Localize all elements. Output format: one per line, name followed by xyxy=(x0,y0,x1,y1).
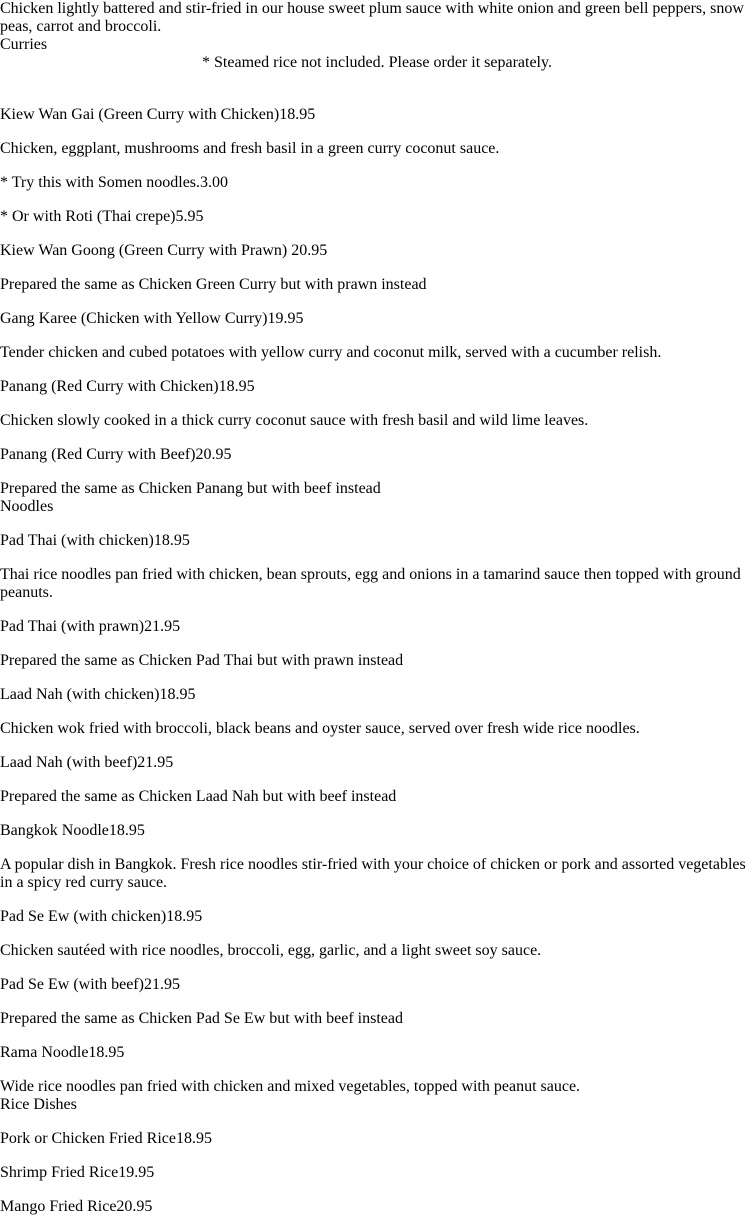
menu-item-text: Laad Nah (with beef) xyxy=(0,754,138,771)
menu-item-price: 18.95 xyxy=(108,822,145,839)
menu-item xyxy=(0,976,754,994)
menu-item-description xyxy=(0,788,754,806)
menu-item-description xyxy=(0,140,754,158)
menu-item-description xyxy=(0,412,754,430)
menu-item-text: Bangkok Noodle xyxy=(0,822,109,839)
menu-item-description xyxy=(0,942,754,960)
menu-item-description xyxy=(0,344,754,362)
menu-item-description xyxy=(0,720,754,738)
menu-item xyxy=(0,174,754,192)
menu-item-price: 19.95 xyxy=(118,1164,155,1181)
menu-item-text: Prepared the same as Chicken Pad Se Ew but with beef instead xyxy=(0,1010,403,1027)
menu-item-price: 5.95 xyxy=(175,208,204,225)
noodles-section xyxy=(0,498,754,1096)
menu-item-text: Wide rice noodles pan fried with chicken and mixed vegetables, topped with peanut sauce. xyxy=(0,1078,581,1095)
menu-item-text: Panang (Red Curry with Beef) xyxy=(0,446,196,463)
menu-item-price: 18.95 xyxy=(88,1044,125,1061)
menu-item-text: Prepared the same as Chicken Pad Thai but with prawn instead xyxy=(0,652,404,669)
menu-item xyxy=(0,686,754,704)
menu-item-price: 18.95 xyxy=(279,106,316,123)
menu-item-text: Panang (Red Curry with Chicken) xyxy=(0,378,219,395)
menu-item-text: Mango Fried Rice xyxy=(0,1198,117,1215)
menu-item-text: * Try this with Somen noodles. xyxy=(0,174,201,191)
menu-item-price: 18.95 xyxy=(218,378,255,395)
menu-item-text: Pad Thai (with chicken) xyxy=(0,532,154,549)
menu-item-price: 19.95 xyxy=(267,310,304,327)
menu-item-price: 18.95 xyxy=(166,908,203,925)
menu-item xyxy=(0,532,754,550)
menu-item-price: 21.95 xyxy=(143,976,180,993)
menu-item-price: 21.95 xyxy=(137,754,174,771)
menu-item xyxy=(0,822,754,840)
menu-item-price: 18.95 xyxy=(175,1130,212,1147)
menu-item xyxy=(0,208,754,226)
menu-item-description xyxy=(0,1078,754,1096)
rice-note: * Steamed rice not included. Please order it separately. xyxy=(202,54,552,71)
menu-item-text: Thai rice noodles pan fried with chicken, bean sprouts, egg and onions in a tamarind sauce then topped with ground peanuts. xyxy=(0,566,741,601)
rice-items xyxy=(0,1130,754,1216)
menu-item-price: 18.95 xyxy=(153,532,190,549)
menu-item-text: * Or with Roti (Thai crepe) xyxy=(0,208,176,225)
menu-item-price: 20.95 xyxy=(291,242,328,259)
menu-item-price: 20.95 xyxy=(116,1198,153,1215)
menu-item-text: Gang Karee (Chicken with Yellow Curry) xyxy=(0,310,268,327)
menu-item-text: Rama Noodle xyxy=(0,1044,89,1061)
menu-item-text: Pad Thai (with prawn) xyxy=(0,618,145,635)
menu-item-text: Chicken wok fried with broccoli, black beans and oyster sauce, served over fresh wide rice noodles. xyxy=(0,720,640,737)
menu-item xyxy=(0,908,754,926)
section-heading-rice-dishes: Rice Dishes xyxy=(0,1096,77,1113)
menu-item-text: Pad Se Ew (with beef) xyxy=(0,976,144,993)
menu-item xyxy=(0,754,754,772)
menu-item-description xyxy=(0,652,754,670)
menu-item xyxy=(0,242,754,260)
menu-item-text: Prepared the same as Chicken Green Curry but with prawn instead xyxy=(0,276,427,293)
menu-item-text: Pork or Chicken Fried Rice xyxy=(0,1130,176,1147)
menu-item xyxy=(0,1130,754,1148)
menu-item xyxy=(0,310,754,328)
menu-item-text: Pad Se Ew (with chicken) xyxy=(0,908,167,925)
menu-item xyxy=(0,1164,754,1182)
menu-item xyxy=(0,446,754,464)
menu-item xyxy=(0,378,754,396)
menu-item-text: Prepared the same as Chicken Panang but with beef instead xyxy=(0,480,381,497)
menu-item-description xyxy=(0,276,754,294)
menu-item-text: Kiew Wan Goong (Green Curry with Prawn) xyxy=(0,242,292,259)
noodles-items xyxy=(0,532,754,1096)
section-heading-noodles: Noodles xyxy=(0,498,54,515)
menu-item-description xyxy=(0,1010,754,1028)
menu-item-text: Kiew Wan Gai (Green Curry with Chicken) xyxy=(0,106,280,123)
menu-item xyxy=(0,1198,754,1216)
menu-item-price: 3.00 xyxy=(200,174,229,191)
intro-description: Chicken lightly battered and stir-fried in our house sweet plum sauce with white onion and green bell peppers, snow peas, carrot and broccoli. xyxy=(0,0,744,35)
menu-item-text: Prepared the same as Chicken Laad Nah but with beef instead xyxy=(0,788,397,805)
menu-item-text: Shrimp Fried Rice xyxy=(0,1164,119,1181)
menu-item-text: Chicken sautéed with rice noodles, broccoli, egg, garlic, and a light sweet soy sauce. xyxy=(0,942,542,959)
menu-item-text: Chicken, eggplant, mushrooms and fresh basil in a green curry coconut sauce. xyxy=(0,140,500,157)
curries-items xyxy=(0,106,754,498)
menu-item-description xyxy=(0,480,754,498)
menu-item-text: Laad Nah (with chicken) xyxy=(0,686,160,703)
menu-item-description xyxy=(0,856,754,892)
menu-item xyxy=(0,106,754,124)
curries-section xyxy=(0,36,754,498)
menu-item-text: Chicken slowly cooked in a thick curry coconut sauce with fresh basil and wild lime leaves. xyxy=(0,412,589,429)
menu-item-description xyxy=(0,566,754,602)
menu-item-text: Tender chicken and cubed potatoes with yellow curry and coconut milk, served with a cucumber relish. xyxy=(0,344,662,361)
menu-item-price: 20.95 xyxy=(195,446,232,463)
menu-item xyxy=(0,618,754,636)
menu-item xyxy=(0,1044,754,1062)
section-heading-curries: Curries xyxy=(0,36,48,53)
menu-item-price: 18.95 xyxy=(159,686,196,703)
menu-item-text: A popular dish in Bangkok. Fresh rice noodles stir-fried with your choice of chicken or pork and assorted vegetables in a spicy red curry sauce. xyxy=(0,856,746,891)
menu-item-price: 21.95 xyxy=(144,618,181,635)
rice-section xyxy=(0,1096,754,1216)
